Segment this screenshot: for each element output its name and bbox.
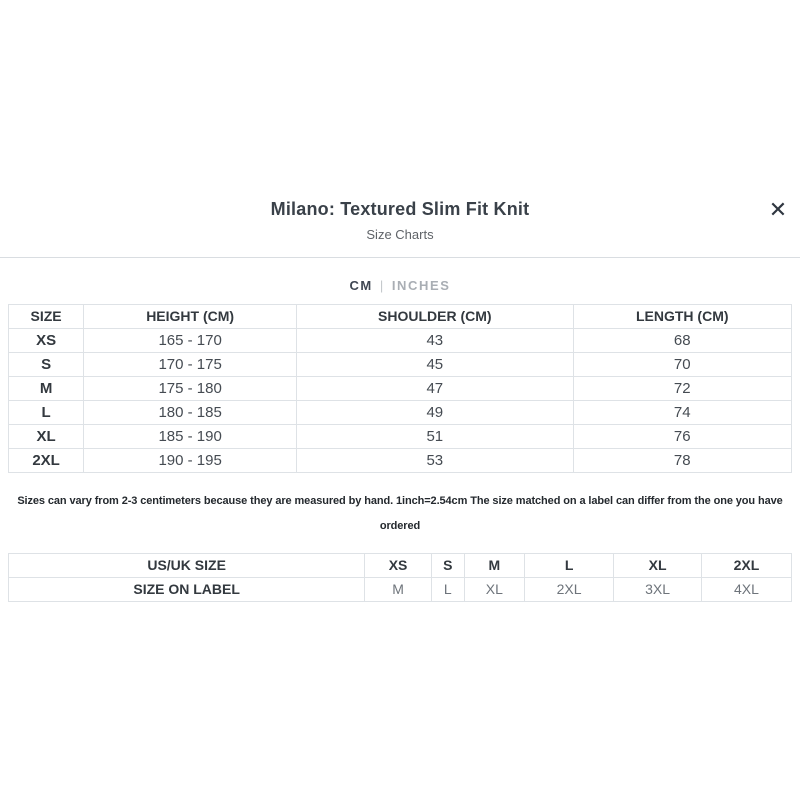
shoulder-cell: 49 (297, 401, 573, 425)
us-uk-size-cell: M (464, 554, 524, 578)
size-cell: M (9, 377, 84, 401)
size-chart-table (8, 304, 792, 473)
size-label-conversion-table (8, 553, 792, 602)
size-table-header-row (9, 305, 792, 329)
us-uk-size-cell: XL (614, 554, 702, 578)
table-row (9, 425, 792, 449)
close-icon[interactable]: ✕ (764, 196, 792, 224)
length-cell: 78 (573, 449, 791, 473)
unit-toggle (0, 258, 800, 293)
row-label: SIZE ON LABEL (9, 578, 365, 602)
modal-subtitle: Size Charts (366, 227, 434, 242)
length-cell: 74 (573, 401, 791, 425)
unit-option-cm[interactable]: CM (349, 278, 373, 293)
table-row (9, 449, 792, 473)
label-size-cell: XL (464, 578, 524, 602)
size-cell: 2XL (9, 449, 84, 473)
col-header-size: SIZE (9, 305, 84, 329)
label-size-cell: M (365, 578, 432, 602)
label-size-cell: 4XL (701, 578, 791, 602)
shoulder-cell: 43 (297, 329, 573, 353)
table-row (9, 353, 792, 377)
modal-header (0, 0, 800, 243)
label-size-cell: 3XL (614, 578, 702, 602)
shoulder-cell: 45 (297, 353, 573, 377)
label-size-cell: 2XL (524, 578, 613, 602)
us-uk-size-row (9, 554, 792, 578)
height-cell: 175 - 180 (84, 377, 297, 401)
product-title: Milano: Textured Slim Fit Knit (270, 199, 530, 219)
size-cell: XL (9, 425, 84, 449)
size-cell: L (9, 401, 84, 425)
col-header-length: LENGTH (CM) (573, 305, 791, 329)
size-cell: S (9, 353, 84, 377)
table-row (9, 401, 792, 425)
shoulder-cell: 51 (297, 425, 573, 449)
us-uk-size-cell: XS (365, 554, 432, 578)
col-header-height: HEIGHT (CM) (84, 305, 297, 329)
height-cell: 190 - 195 (84, 449, 297, 473)
us-uk-size-cell: S (431, 554, 464, 578)
size-on-label-row (9, 578, 792, 602)
shoulder-cell: 47 (297, 377, 573, 401)
label-size-cell: L (431, 578, 464, 602)
height-cell: 170 - 175 (84, 353, 297, 377)
unit-option-inches[interactable]: INCHES (391, 278, 451, 293)
length-cell: 72 (573, 377, 791, 401)
row-label: US/UK SIZE (9, 554, 365, 578)
us-uk-size-cell: L (524, 554, 613, 578)
us-uk-size-cell: 2XL (701, 554, 791, 578)
shoulder-cell: 53 (297, 449, 573, 473)
table-row (9, 377, 792, 401)
unit-separator: | (379, 278, 385, 293)
length-cell: 68 (573, 329, 791, 353)
length-cell: 70 (573, 353, 791, 377)
height-cell: 165 - 170 (84, 329, 297, 353)
height-cell: 180 - 185 (84, 401, 297, 425)
length-cell: 76 (573, 425, 791, 449)
col-header-shoulder: SHOULDER (CM) (297, 305, 573, 329)
size-cell: XS (9, 329, 84, 353)
height-cell: 185 - 190 (84, 425, 297, 449)
table-row (9, 329, 792, 353)
sizing-disclaimer-note: Sizes can vary from 2-3 centimeters because they are measured by hand. 1inch=2.54cm The size matched on a label can differ from the one you have ordered (17, 495, 783, 532)
